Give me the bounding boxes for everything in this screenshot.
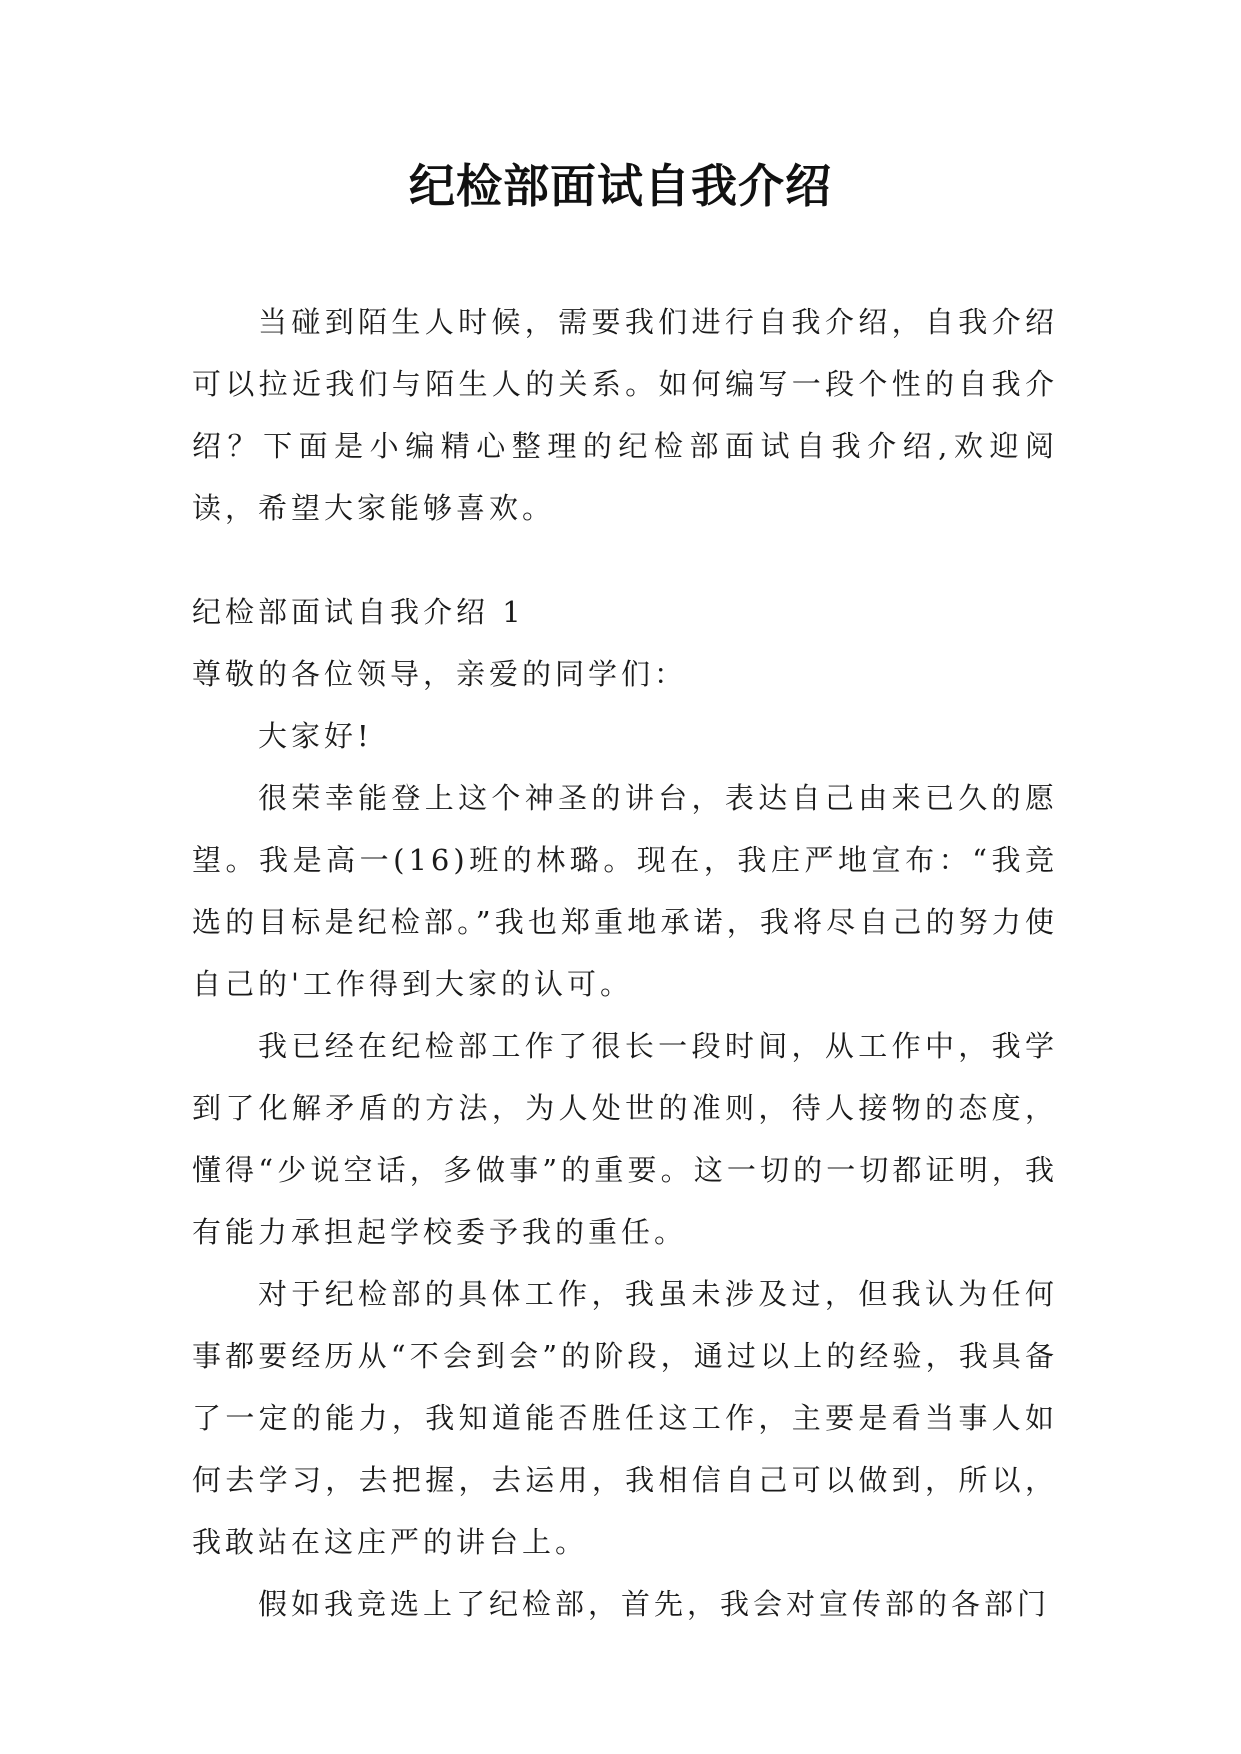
body-paragraph: 我已经在纪检部工作了很长一段时间，从工作中，我学到了化解矛盾的方法，为人处世的准则，待人接物的态度，懂得“少说空话，多做事”的重要。这一切的一切都证明，我有能力承担起学校委予我的重任。: [192, 1029, 1058, 1249]
greeting: 大家好!: [258, 719, 373, 753]
document-body: [192, 291, 1058, 1635]
body-paragraph: 假如我竞选上了纪检部，首先，我会对宣传部的各部门: [258, 1587, 1051, 1621]
document-title: 纪检部面试自我介绍: [409, 159, 832, 213]
body-paragraph: 对于纪检部的具体工作，我虽未涉及过，但我认为任何事都要经历从“不会到会”的阶段，通过以上的经验，我具备了一定的能力，我知道能否胜任这工作，主要是看当事人如何去学习，去把握，去运用，我相信自己可以做到，所以，我敢站在这庄严的讲台上。: [192, 1277, 1058, 1559]
intro-paragraph: 当碰到陌生人时候，需要我们进行自我介绍，自我介绍可以拉近我们与陌生人的关系。如何编写一段个性的自我介绍？下面是小编精心整理的纪检部面试自我介绍,欢迎阅读，希望大家能够喜欢。: [192, 305, 1058, 525]
section-heading: 纪检部面试自我介绍 1: [192, 595, 525, 629]
body-paragraph: 很荣幸能登上这个神圣的讲台，表达自己由来已久的愿望。我是高一(16)班的林璐。现在，我庄严地宣布：“我竞选的目标是纪检部。”我也郑重地承诺，我将尽自己的努力使自己的'工作得到大家的认可。: [192, 781, 1058, 1001]
salutation: 尊敬的各位领导，亲爱的同学们：: [192, 657, 688, 691]
